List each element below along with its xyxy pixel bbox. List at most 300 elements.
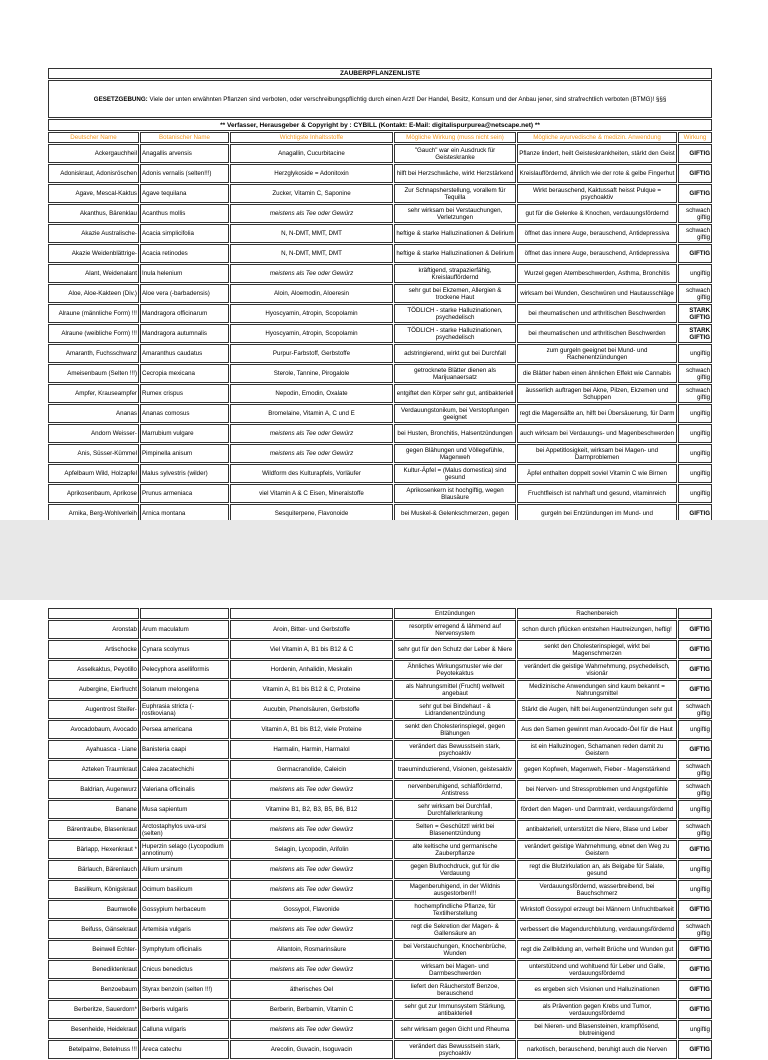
cell-ingredients: meistens als Tee oder Gewürz (230, 960, 393, 979)
table-row (48, 940, 712, 959)
document-page-1 (0, 0, 768, 520)
table-row (48, 1020, 712, 1039)
table-row (48, 144, 712, 163)
cell-german-name: Ameisenbaum (Selten !!!) (48, 364, 139, 383)
cell-usage: senkt den Cholesterinspiegel, wirkt bei Magenschmerzen (517, 640, 677, 659)
cell-ingredients: Wildform des Kulturapfels, Vorläufer (230, 464, 393, 483)
table-row (48, 244, 712, 263)
cell-botanical-name: Mandragora autumnalis (140, 324, 229, 343)
cell-ingredients: Aroin, Bitter- und Gerbstoffe (230, 620, 393, 639)
cell-toxicity: ungiftig (678, 1020, 712, 1039)
cell-ingredients: Harmalin, Harmin, Harmalol (230, 740, 393, 759)
cell-usage: es ergeben sich Visionen und Halluzinationen (517, 980, 677, 999)
cell-botanical-name: Prunus armeniaca (140, 484, 229, 503)
cell-german-name: Amaranth, Fuchsschwanz (48, 344, 139, 363)
cell-german-name: Alraune (männliche Form) !!! (48, 304, 139, 323)
cell-german-name: Alant, Weidenalant (48, 264, 139, 283)
cell-effect: gegen Blähungen und Völlegefühle, Magenweh (394, 444, 516, 463)
table-row (48, 464, 712, 483)
cell-usage: Äpfel enthalten doppelt soviel Vitamin C wie Birnen (517, 464, 677, 483)
cell-ingredients: meistens als Tee oder Gewürz (230, 880, 393, 899)
table-row (48, 324, 712, 343)
table-row (48, 680, 712, 699)
cell-ingredients: Herzglykoside = Adonitoxin (230, 164, 393, 183)
cell-ingredients: viel Vitamin A & C Eisen, Mineralstoffe (230, 484, 393, 503)
cell-german-name: Bärlauch, Bärenlauch (48, 860, 139, 879)
table-row (48, 620, 712, 639)
cell-ingredients: Vitamine B1, B2, B3, B5, B6, B12 (230, 800, 393, 819)
cell-german-name: Ackergauchheil (48, 144, 139, 163)
cell-german-name: Akazie Weidenblättrige- (48, 244, 139, 263)
column-header-german-name: Deutscher Name (48, 132, 139, 143)
table-row (48, 484, 712, 503)
cell-usage: regt die Blutzirkulation an, als Beigabe für Salate, gesund (517, 860, 677, 879)
cell-effect: als Nahrungsmittel (Frucht) weltweit angebaut (394, 680, 516, 699)
cell-botanical-name: Malus sylvestris (wilder) (140, 464, 229, 483)
cell-botanical-name: Acacia retinodes (140, 244, 229, 263)
cell-effect: TÖDLICH - starke Halluzinationen, psychedelisch (394, 324, 516, 343)
cell-german-name: Bärentraube, Blasenkraut (48, 820, 139, 839)
table-row (48, 204, 712, 223)
cell-botanical-name: Arnica montana (140, 504, 229, 523)
cell-botanical-name: Symphytum officinalis (140, 940, 229, 959)
cell-botanical-name: Amaranthus caudatus (140, 344, 229, 363)
cell-effect: hilft bei Herzschwäche, wirkt Herzstärkend (394, 164, 516, 183)
cell-botanical-name: Cynara scolymus (140, 640, 229, 659)
cell-german-name: Berberitze, Sauerdorn* (48, 1000, 139, 1019)
cell-ingredients: Hordenin, Anhalidin, Meskalin (230, 660, 393, 679)
cell-german-name: Besenheide, Heidekraut (48, 1020, 139, 1039)
law-notice (48, 80, 712, 118)
cell-toxicity: schwach giftig (678, 700, 712, 719)
document-title: ZAUBERPFLANZENLISTE (48, 68, 712, 79)
cell-botanical-name: Marrubium vulgare (140, 424, 229, 443)
plant-table-page-1 (47, 67, 713, 524)
cell-toxicity: GIFTIG (678, 620, 712, 639)
cell-botanical-name: Mandragora officinarum (140, 304, 229, 323)
cell-botanical-name: Pelecyphora aselliformis (140, 660, 229, 679)
cell-german-name: Akazie Australische- (48, 224, 139, 243)
table-row (48, 424, 712, 443)
cell-usage: bei Appetitlosigkeit, wirksam bei Magen- und Darmproblemen (517, 444, 677, 463)
cell-toxicity: ungiftig (678, 424, 712, 443)
cell-effect: TÖDLICH - starke Halluzinationen, psychedelisch (394, 304, 516, 323)
cell-german-name: Beinwell Echter- (48, 940, 139, 959)
cell-botanical-name: Berberis vulgaris (140, 1000, 229, 1019)
cell-german-name: Andorn Weisser- (48, 424, 139, 443)
cell-usage: verbessert die Magendurchblutung, verdauungsfördernd (517, 920, 677, 939)
cell-german-name: Banane (48, 800, 139, 819)
cell-botanical-name: Styrax benzoin (selten !!!) (140, 980, 229, 999)
cell-toxicity: GIFTIG (678, 1040, 712, 1059)
cell-effect: verändert das Bewusstsein stark, psychoaktiv (394, 740, 516, 759)
cell-effect: sehr gut bei Bindehaut - & Lidrandenentzündung (394, 700, 516, 719)
cell-ingredients: meistens als Tee oder Gewürz (230, 444, 393, 463)
cell-ingredients: Zucker, Vitamin C, Saponine (230, 184, 393, 203)
cell-ingredients: Germacranolide, Caleicin (230, 760, 393, 779)
cell-german-name: Beifuss, Gänsekraut (48, 920, 139, 939)
cell-effect: Selten = Geschützt! wirkt bei Blasenentzündung (394, 820, 516, 839)
cell-ingredients: N, N-DMT, MMT, DMT (230, 244, 393, 263)
cell-usage: Wirkstoff Gossypol erzeugt bei Männern Unfruchtbarkeit (517, 900, 677, 919)
cell-toxicity: ungiftig (678, 264, 712, 283)
table-row (48, 660, 712, 679)
cell-toxicity: schwach giftig (678, 224, 712, 243)
table-row (48, 760, 712, 779)
cell-effect: nervenberuhigend, schlaffördernd, Antistress (394, 780, 516, 799)
table-row (48, 264, 712, 283)
cell-toxicity: GIFTIG (678, 504, 712, 523)
cell-toxicity: ungiftig (678, 404, 712, 423)
cell-toxicity: schwach giftig (678, 204, 712, 223)
cell-effect: Zur Schnapsherstellung, vorallem für Tequilla (394, 184, 516, 203)
cell-toxicity: GIFTIG (678, 940, 712, 959)
continuation-row (48, 608, 712, 619)
cell-effect: regt die Sekretion der Magen- & Gallensäure an (394, 920, 516, 939)
cell-effect: bei Verstauchungen, Knochenbrüche, Wunden (394, 940, 516, 959)
continuation-effect: Entzündungen (394, 608, 516, 619)
cell-effect: sehr wirksam gegen Gicht und Rheuma (394, 1020, 516, 1039)
cell-effect: Ähnliches Wirkungsmuster wie der Peyotekaktus (394, 660, 516, 679)
cell-usage: regt die Zellbildung an, verheilt Brüche und Wunden gut (517, 940, 677, 959)
cell-german-name: Adoniskraut, Adonisröschen (48, 164, 139, 183)
table-row (48, 1040, 712, 1059)
cell-ingredients: Aloin, Aloemodin, Aloeresin (230, 284, 393, 303)
column-header-ingredients: Wichtigste Inhaltsstoffe (230, 132, 393, 143)
document-page-2 (0, 600, 768, 1057)
cell-german-name: Avocadobaum, Avocado (48, 720, 139, 739)
cell-usage: verändert die geistige Wahrnehmung, psychedelisch, visionär (517, 660, 677, 679)
cell-botanical-name: Valeriana officinalis (140, 780, 229, 799)
cell-ingredients: Anagallin, Cucurbitacine (230, 144, 393, 163)
table-row (48, 980, 712, 999)
law-label: GESETZGEBUNG: (93, 95, 148, 103)
cell-botanical-name: Calluna vulgaris (140, 1020, 229, 1039)
table-row (48, 700, 712, 719)
table-row (48, 720, 712, 739)
column-header-toxicity: Wirkung (678, 132, 712, 143)
law-text: Viele der unten erwähnten Pflanzen sind verboten, oder verschreibungspflichtig durch einen Arzt! Der Handel, Besitz, Konsum und der Anbau jener, sind strafrechtlich verboten (BTMG)! §§§ (147, 95, 667, 103)
cell-effect: sehr gut zur Immunsystem Stärkung, antibakteriell (394, 1000, 516, 1019)
cell-german-name: Aubergine, Eierfrucht (48, 680, 139, 699)
cell-ingredients: meistens als Tee oder Gewürz (230, 820, 393, 839)
cell-usage: unterstützend und wohltuend für Leber und Galle, verdauungsfördernd (517, 960, 677, 979)
cell-german-name: Anis, Süsser-Kümmel (48, 444, 139, 463)
cell-usage: Pflanze lindert, heilt Geisteskrankheiten, stärkt den Geist (517, 144, 677, 163)
cell-effect: hochempfindliche Pflanze, für Textilherstellung (394, 900, 516, 919)
cell-toxicity: ungiftig (678, 444, 712, 463)
cell-toxicity: GIFTIG (678, 640, 712, 659)
cell-effect: Kultur-Äpfel = (Malus domestica) sind gesund (394, 464, 516, 483)
cell-german-name: Benediktenkraut (48, 960, 139, 979)
cell-ingredients: Purpur-Farbstoff, Gerbstoffe (230, 344, 393, 363)
cell-german-name: Artischocke (48, 640, 139, 659)
cell-effect: Verdauungstonikum, bei Verstopfungen geeignet (394, 404, 516, 423)
table-row (48, 344, 712, 363)
cell-toxicity: schwach giftig (678, 920, 712, 939)
cell-botanical-name: Artemisia vulgaris (140, 920, 229, 939)
cell-ingredients: meistens als Tee oder Gewürz (230, 204, 393, 223)
cell-effect: sehr wirksam bei Verstauchungen, Verletzungen (394, 204, 516, 223)
column-header-row (48, 132, 712, 143)
cell-toxicity: schwach giftig (678, 284, 712, 303)
cell-botanical-name: Huperzin selago (Lycopodium annotinum) (140, 840, 229, 859)
cell-usage: gut für die Gelenke & Knochen, verdauungsfördernd (517, 204, 677, 223)
cell-effect: "Gauch" war ein Ausdruck für Geisteskranke (394, 144, 516, 163)
cell-usage: als Prävention gegen Krebs und Tumor, verdauungsfördernd (517, 1000, 677, 1019)
table-row (48, 920, 712, 939)
cell-ingredients: meistens als Tee oder Gewürz (230, 780, 393, 799)
cell-botanical-name: Musa sapientum (140, 800, 229, 819)
author-line: ** Verfasser, Herausgeber & Copyright by : CYBILL (Kontakt: E-Mail: digitalispurpurea@netscape.net) ** (48, 119, 712, 131)
cell-german-name: Alraune (weibliche Form) !!! (48, 324, 139, 343)
cell-effect: senkt den Cholesterinspiegel, gegen Blähungen (394, 720, 516, 739)
cell-toxicity: GIFTIG (678, 184, 712, 203)
cell-german-name: Arnika, Berg-Wohlverleih (48, 504, 139, 523)
cell-german-name: Betelpalme, Betelnuss !!! (48, 1040, 139, 1059)
cell-usage: bei Nerven- und Stressproblemen und Angstgefühle (517, 780, 677, 799)
table-row (48, 364, 712, 383)
cell-effect: gegen Bluthochdruck, gut für die Verdauung (394, 860, 516, 879)
cell-botanical-name: Adonis vernalis (selten!!!) (140, 164, 229, 183)
cell-toxicity: GIFTIG (678, 980, 712, 999)
continuation-usage: Rachenbereich (517, 608, 677, 619)
cell-usage: öffnet das innere Auge, berauschend, Antidepressiva (517, 224, 677, 243)
cell-effect: sehr wirksam bei Durchfall, Durchfallerkrankung (394, 800, 516, 819)
plant-table-page-2 (47, 607, 713, 1060)
cell-usage: bei Nieren- und Blasensteinen, krampflösend, blutreinigend (517, 1020, 677, 1039)
cell-effect: Aprikosenkern ist hochgiftig, wegen Blausäure (394, 484, 516, 503)
cell-usage: regt die Magensäfte an, hilft bei Übersäuerung, für Darm (517, 404, 677, 423)
cell-botanical-name: Pimpinella anisum (140, 444, 229, 463)
table-row (48, 404, 712, 423)
cell-german-name: Asselkaktus, Peyotillo (48, 660, 139, 679)
table-row (48, 900, 712, 919)
cell-toxicity: GIFTIG (678, 900, 712, 919)
table-row (48, 184, 712, 203)
table-row (48, 384, 712, 403)
cell-german-name: Apfelbaum Wild, Holzapfel (48, 464, 139, 483)
cell-usage: verändert geistige Wahrnehmung, ebnet den Weg zu Geistern (517, 840, 677, 859)
cell-ingredients: Allantoin, Rosmarinsäure (230, 940, 393, 959)
cell-ingredients: meistens als Tee oder Gewürz (230, 424, 393, 443)
cell-german-name: Aprikosenbaum, Aprikose (48, 484, 139, 503)
cell-usage: bei rheumatischen und arthritischen Beschwerden (517, 304, 677, 323)
cell-effect: sehr gut für den Schutz der Leber & Niere (394, 640, 516, 659)
cell-effect: liefert den Räucherstoff Benzoe, berauschend (394, 980, 516, 999)
cell-effect: alte keltische und germanische Zauberpflanze (394, 840, 516, 859)
table-body-2 (48, 620, 712, 1059)
cell-ingredients: Sterole, Tannine, Pirogalole (230, 364, 393, 383)
cell-usage: bei rheumatischen und arthritischen Beschwerden (517, 324, 677, 343)
cell-german-name: Agave, Mescal-Kaktus (48, 184, 139, 203)
cell-ingredients: meistens als Tee oder Gewürz (230, 1020, 393, 1039)
cell-toxicity: ungiftig (678, 464, 712, 483)
cell-effect: heftige & starke Halluzinationen & Delirium (394, 244, 516, 263)
cell-toxicity: GIFTIG (678, 680, 712, 699)
cell-toxicity: GIFTIG (678, 1000, 712, 1019)
cell-effect: traeuminduzierend, Visionen, geistesaktiv (394, 760, 516, 779)
table-row (48, 780, 712, 799)
cell-toxicity: schwach giftig (678, 820, 712, 839)
cell-german-name: Ananas (48, 404, 139, 423)
cell-german-name: Aronstab (48, 620, 139, 639)
column-header-effect: Mögliche Wirkung (muss nicht sein) (394, 132, 516, 143)
cell-german-name: Azteken Traumkraut (48, 760, 139, 779)
cell-ingredients: Aucubin, Phenolsäuren, Gerbstoffe (230, 700, 393, 719)
cell-botanical-name: Cnicus benedictus (140, 960, 229, 979)
table-row (48, 304, 712, 323)
cell-toxicity: schwach giftig (678, 760, 712, 779)
cell-ingredients: meistens als Tee oder Gewürz (230, 860, 393, 879)
cell-effect: resorptiv erregend & lähmend auf Nervensystem (394, 620, 516, 639)
cell-german-name: Baumwolle (48, 900, 139, 919)
table-row (48, 284, 712, 303)
cell-toxicity: schwach giftig (678, 780, 712, 799)
cell-usage: zum gurgeln geeignet bei Mund- und Rachenentzündungen (517, 344, 677, 363)
cell-botanical-name: Allium ursinum (140, 860, 229, 879)
cell-usage: die Blätter haben einen ähnlichen Effekt wie Cannabis (517, 364, 677, 383)
cell-ingredients: meistens als Tee oder Gewürz (230, 264, 393, 283)
column-header-botanical-name: Botanischer Name (140, 132, 229, 143)
cell-botanical-name: Arctostaphylos uva-ursi (selten) (140, 820, 229, 839)
cell-usage: Fruchtfleisch ist nahrhaft und gesund, vitaminreich (517, 484, 677, 503)
cell-botanical-name: Arum maculatum (140, 620, 229, 639)
cell-effect: Magenberuhigend, in der Wildnis ausgestorben!!! (394, 880, 516, 899)
cell-toxicity: schwach giftig (678, 364, 712, 383)
table-row (48, 960, 712, 979)
cell-ingredients: ätherisches Oel (230, 980, 393, 999)
column-header-usage: Mögliche ayurvedische & medizin. Anwendung (517, 132, 677, 143)
cell-ingredients: meistens als Tee oder Gewürz (230, 920, 393, 939)
cell-german-name: Akanthus, Bärenklau (48, 204, 139, 223)
cell-german-name: Ampfer, Krauseampfer (48, 384, 139, 403)
cell-toxicity: ungiftig (678, 720, 712, 739)
cell-botanical-name: Rumex crispus (140, 384, 229, 403)
table-row (48, 164, 712, 183)
cell-effect: sehr gut bei Ekzemen, Allergien & trockene Haut (394, 284, 516, 303)
cell-effect: getrocknete Blätter dienen als Marijuanaersatz (394, 364, 516, 383)
table-row (48, 880, 712, 899)
cell-ingredients: Vitamin A, B1 bis B12, viele Proteine (230, 720, 393, 739)
cell-effect: bei Husten, Bronchitis, Halsentzündungen (394, 424, 516, 443)
cell-usage: gurgeln bei Entzündungen im Mund- und (517, 504, 677, 523)
cell-usage: Kreislauffördernd, ähnlich wie der rote & gelbe Fingerhut (517, 164, 677, 183)
cell-german-name: Benzoebaum (48, 980, 139, 999)
cell-usage: auch wirksam bei Verdauungs- und Magenbeschwerden (517, 424, 677, 443)
cell-ingredients: Arecolin, Guvacin, Isoguvacin (230, 1040, 393, 1059)
cell-ingredients: Selagin, Lycopodin, Arifolin (230, 840, 393, 859)
cell-toxicity: STARK GIFTIG (678, 324, 712, 343)
cell-usage: schon durch pflücken entstehen Hautreizungen, heftig! (517, 620, 677, 639)
cell-effect: bei Muskel-& Gelenkschmerzen, gegen (394, 504, 516, 523)
cell-usage: Verdauungsfördernd, wasserbreibend, bei Bauchschmerz (517, 880, 677, 899)
cell-botanical-name: Aloe vera (-barbadensis) (140, 284, 229, 303)
cell-toxicity: GIFTIG (678, 144, 712, 163)
cell-german-name: Bärlapp, Hexenkraut * (48, 840, 139, 859)
cell-botanical-name: Ocimum basilicum (140, 880, 229, 899)
cell-usage: gegen Kopfweh, Magenweh, Fieber - Magenstärkend (517, 760, 677, 779)
table-row (48, 640, 712, 659)
cell-ingredients: Hyoscyamin, Atropin, Scopolamin (230, 324, 393, 343)
cell-botanical-name: Areca catechu (140, 1040, 229, 1059)
cell-toxicity: GIFTIG (678, 840, 712, 859)
cell-usage: äusserlich auftragen bei Akne, Pilzen, Ekzemen und Schuppen (517, 384, 677, 403)
table-row (48, 800, 712, 819)
page-gap (0, 520, 768, 600)
table-row (48, 840, 712, 859)
cell-botanical-name: Cecropia mexicana (140, 364, 229, 383)
cell-botanical-name: Persea americana (140, 720, 229, 739)
table-row (48, 860, 712, 879)
table-row (48, 740, 712, 759)
cell-usage: antibakteriell, unterstützt die Niere, Blase und Leber (517, 820, 677, 839)
cell-usage: Stärkt die Augen, hilft bei Augenentzündungen sehr gut (517, 700, 677, 719)
cell-ingredients: Viel Vitamin A, B1 bis B12 & C (230, 640, 393, 659)
cell-usage: ist ein Halluzinogen, Schamanen reden damit zu Geistern (517, 740, 677, 759)
cell-usage: öffnet das innere Auge, berauschend, Antidepressiva (517, 244, 677, 263)
cell-botanical-name: Ananas comosus (140, 404, 229, 423)
cell-botanical-name: Anagallis arvensis (140, 144, 229, 163)
cell-toxicity: ungiftig (678, 484, 712, 503)
cell-botanical-name: Euphrasia stricta (-rostkoviana) (140, 700, 229, 719)
cell-german-name: Ayahuasca - Liane (48, 740, 139, 759)
cell-effect: verändert das Bewusstsein stark, psychoaktiv (394, 1040, 516, 1059)
table-row (48, 1000, 712, 1019)
cell-effect: entgiftet den Körper sehr gut, antibakteriell (394, 384, 516, 403)
cell-usage: wirksam bei Wunden, Geschwüren und Hautausschläge (517, 284, 677, 303)
cell-ingredients: Sesquiterpene, Flavonoide (230, 504, 393, 523)
table-row (48, 444, 712, 463)
cell-botanical-name: Solanum melongena (140, 680, 229, 699)
cell-toxicity: GIFTIG (678, 164, 712, 183)
cell-effect: wirksam bei Magen- und Darmbeschwerden (394, 960, 516, 979)
cell-botanical-name: Banisteria caapi (140, 740, 229, 759)
cell-toxicity: STARK GIFTIG (678, 304, 712, 323)
cell-botanical-name: Inula helenium (140, 264, 229, 283)
cell-german-name: Aloe, Aloe-Kakteen (Div.) (48, 284, 139, 303)
cell-botanical-name: Agave tequilana (140, 184, 229, 203)
cell-ingredients: Gossypol, Flavonide (230, 900, 393, 919)
table-row (48, 224, 712, 243)
table-row (48, 820, 712, 839)
cell-toxicity: schwach giftig (678, 384, 712, 403)
cell-botanical-name: Acacia simplicifolia (140, 224, 229, 243)
cell-ingredients: Berberin, Berbamin, Vitamin C (230, 1000, 393, 1019)
cell-effect: kräftigend, strapazierfähig, Kreislauffördernd (394, 264, 516, 283)
cell-german-name: Augentrost Steifer- (48, 700, 139, 719)
cell-botanical-name: Gossypium herbaceum (140, 900, 229, 919)
cell-effect: heftige & starke Halluzinationen & Delirium (394, 224, 516, 243)
cell-usage: narkotisch, berauschend, beruhigt auch die Nerven (517, 1040, 677, 1059)
cell-effect: adstringierend, wirkt gut bei Durchfall (394, 344, 516, 363)
cell-toxicity: GIFTIG (678, 660, 712, 679)
table-body-1 (48, 144, 712, 523)
cell-ingredients: Hyoscyamin, Atropin, Scopolamin (230, 304, 393, 323)
cell-toxicity: GIFTIG (678, 960, 712, 979)
cell-botanical-name: Calea zacatechichi (140, 760, 229, 779)
cell-usage: Wurzel gegen Atembeschwerden, Asthma, Bronchitis (517, 264, 677, 283)
cell-toxicity: ungiftig (678, 860, 712, 879)
cell-usage: Medizinische Anwendungen sind kaum bekannt = Nahrungsmittel (517, 680, 677, 699)
cell-ingredients: N, N-DMT, MMT, DMT (230, 224, 393, 243)
cell-toxicity: GIFTIG (678, 740, 712, 759)
cell-ingredients: Bromelaine, Vitamin A, C und E (230, 404, 393, 423)
cell-german-name: Baldrian, Augenwurz (48, 780, 139, 799)
cell-toxicity: ungiftig (678, 880, 712, 899)
cell-botanical-name: Acanthus mollis (140, 204, 229, 223)
cell-toxicity: GIFTIG (678, 244, 712, 263)
